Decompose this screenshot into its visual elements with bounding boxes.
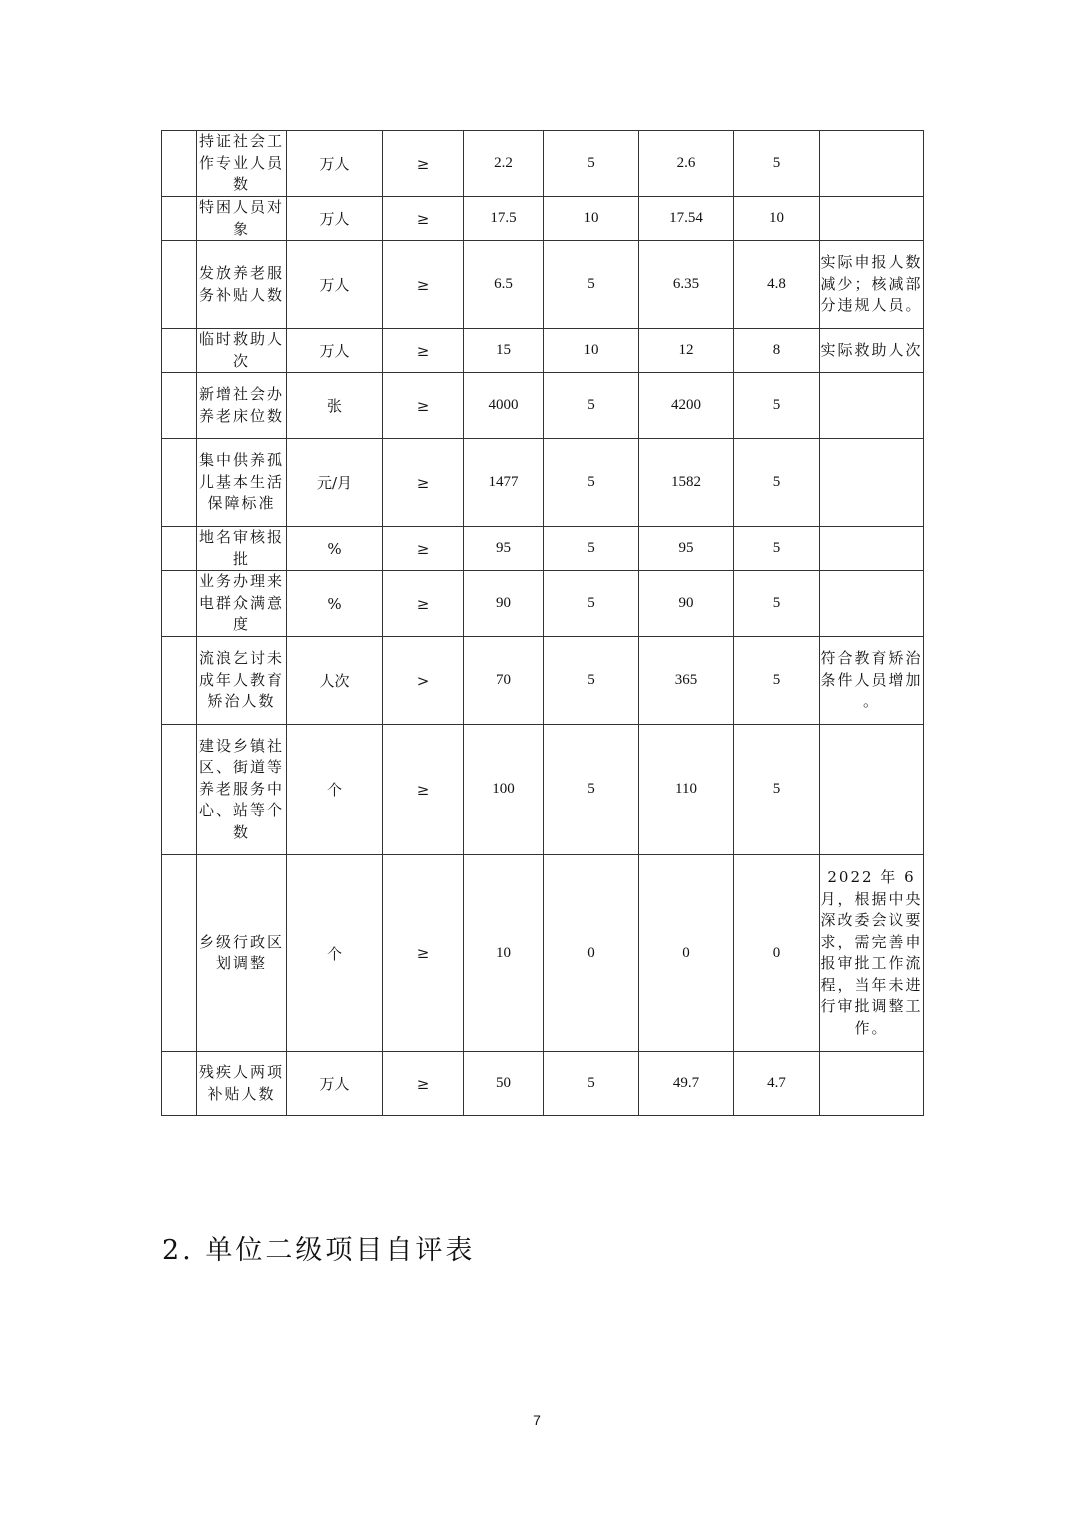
unit-cell: 元/月	[287, 439, 383, 527]
blank-cell	[162, 527, 197, 571]
table-row	[162, 527, 924, 571]
note-cell	[820, 439, 924, 527]
indicator-cell: 残疾人两项补贴人数	[197, 1052, 287, 1116]
indicator-cell: 集中供养孤儿基本生活保障标准	[197, 439, 287, 527]
target-value-cell: 4000	[464, 373, 544, 439]
actual-value-cell: 365	[639, 637, 734, 725]
table-row	[162, 241, 924, 329]
performance-indicator-table	[161, 130, 924, 1116]
table-row	[162, 725, 924, 855]
weight-cell: 10	[544, 329, 639, 373]
note-cell: 实际申报人数减少；核减部分违规人员。	[820, 241, 924, 329]
table-row	[162, 855, 924, 1052]
score-cell: 5	[734, 373, 820, 439]
note-cell	[820, 131, 924, 197]
indicator-cell: 地名审核报批	[197, 527, 287, 571]
target-value-cell: 70	[464, 637, 544, 725]
score-cell: 5	[734, 527, 820, 571]
unit-cell: 万人	[287, 329, 383, 373]
weight-cell: 5	[544, 1052, 639, 1116]
target-value-cell: 6.5	[464, 241, 544, 329]
operator-cell: ≥	[383, 855, 464, 1052]
score-cell: 5	[734, 439, 820, 527]
score-cell: 4.8	[734, 241, 820, 329]
unit-cell: 万人	[287, 241, 383, 329]
weight-cell: 5	[544, 725, 639, 855]
operator-cell: ≥	[383, 1052, 464, 1116]
target-value-cell: 50	[464, 1052, 544, 1116]
unit-cell: 个	[287, 725, 383, 855]
indicator-cell: 乡级行政区划调整	[197, 855, 287, 1052]
operator-cell: ≥	[383, 439, 464, 527]
table-row	[162, 439, 924, 527]
note-cell	[820, 725, 924, 855]
indicator-cell: 持证社会工作专业人员数	[197, 131, 287, 197]
target-value-cell: 15	[464, 329, 544, 373]
weight-cell: 0	[544, 855, 639, 1052]
target-value-cell: 100	[464, 725, 544, 855]
note-cell	[820, 1052, 924, 1116]
target-value-cell: 2.2	[464, 131, 544, 197]
unit-cell: 人次	[287, 637, 383, 725]
score-cell: 4.7	[734, 1052, 820, 1116]
operator-cell: ≥	[383, 571, 464, 637]
page-number: 7	[533, 1412, 541, 1428]
unit-cell: 万人	[287, 1052, 383, 1116]
blank-cell	[162, 197, 197, 241]
table-row	[162, 197, 924, 241]
indicator-cell: 建设乡镇社区、街道等养老服务中心、站等个数	[197, 725, 287, 855]
unit-cell: 张	[287, 373, 383, 439]
actual-value-cell: 49.7	[639, 1052, 734, 1116]
note-cell: 2022 年 6 月，根据中央深改委会议要求，需完善申报审批工作流程，当年未进行审批调整工作。	[820, 855, 924, 1052]
actual-value-cell: 110	[639, 725, 734, 855]
blank-cell	[162, 637, 197, 725]
operator-cell: ≥	[383, 527, 464, 571]
blank-cell	[162, 439, 197, 527]
blank-cell	[162, 241, 197, 329]
score-cell: 8	[734, 329, 820, 373]
note-cell	[820, 571, 924, 637]
indicator-cell: 特困人员对象	[197, 197, 287, 241]
operator-cell: ≥	[383, 197, 464, 241]
score-cell: 0	[734, 855, 820, 1052]
score-cell: 5	[734, 637, 820, 725]
table-row	[162, 329, 924, 373]
blank-cell	[162, 855, 197, 1052]
weight-cell: 10	[544, 197, 639, 241]
blank-cell	[162, 571, 197, 637]
actual-value-cell: 2.6	[639, 131, 734, 197]
unit-cell: %	[287, 527, 383, 571]
section-heading: 2. 单位二级项目自评表	[162, 1235, 476, 1266]
table-row	[162, 1052, 924, 1116]
target-value-cell: 90	[464, 571, 544, 637]
indicator-cell: 业务办理来电群众满意度	[197, 571, 287, 637]
actual-value-cell: 0	[639, 855, 734, 1052]
unit-cell: 个	[287, 855, 383, 1052]
operator-cell: ≥	[383, 725, 464, 855]
weight-cell: 5	[544, 439, 639, 527]
table-row	[162, 571, 924, 637]
target-value-cell: 95	[464, 527, 544, 571]
blank-cell	[162, 131, 197, 197]
score-cell: 5	[734, 571, 820, 637]
weight-cell: 5	[544, 527, 639, 571]
operator-cell: ≥	[383, 241, 464, 329]
indicator-cell: 临时救助人次	[197, 329, 287, 373]
note-cell: 实际救助人次	[820, 329, 924, 373]
blank-cell	[162, 1052, 197, 1116]
weight-cell: 5	[544, 373, 639, 439]
table-row	[162, 637, 924, 725]
note-cell	[820, 197, 924, 241]
actual-value-cell: 6.35	[639, 241, 734, 329]
weight-cell: 5	[544, 241, 639, 329]
actual-value-cell: 95	[639, 527, 734, 571]
blank-cell	[162, 725, 197, 855]
note-cell: 符合教育矫治条件人员增加 。	[820, 637, 924, 725]
note-cell	[820, 373, 924, 439]
blank-cell	[162, 373, 197, 439]
note-cell	[820, 527, 924, 571]
operator-cell: ≥	[383, 131, 464, 197]
score-cell: 5	[734, 131, 820, 197]
table-row	[162, 131, 924, 197]
target-value-cell: 1477	[464, 439, 544, 527]
indicator-cell: 新增社会办养老床位数	[197, 373, 287, 439]
indicator-cell: 发放养老服务补贴人数	[197, 241, 287, 329]
score-cell: 10	[734, 197, 820, 241]
blank-cell	[162, 329, 197, 373]
unit-cell: %	[287, 571, 383, 637]
weight-cell: 5	[544, 131, 639, 197]
score-cell: 5	[734, 725, 820, 855]
actual-value-cell: 90	[639, 571, 734, 637]
unit-cell: 万人	[287, 197, 383, 241]
operator-cell: ≥	[383, 373, 464, 439]
table-row	[162, 373, 924, 439]
operator-cell: >	[383, 637, 464, 725]
actual-value-cell: 1582	[639, 439, 734, 527]
actual-value-cell: 12	[639, 329, 734, 373]
target-value-cell: 17.5	[464, 197, 544, 241]
unit-cell: 万人	[287, 131, 383, 197]
indicator-cell: 流浪乞讨未成年人教育矫治人数	[197, 637, 287, 725]
operator-cell: ≥	[383, 329, 464, 373]
weight-cell: 5	[544, 571, 639, 637]
actual-value-cell: 17.54	[639, 197, 734, 241]
actual-value-cell: 4200	[639, 373, 734, 439]
weight-cell: 5	[544, 637, 639, 725]
target-value-cell: 10	[464, 855, 544, 1052]
